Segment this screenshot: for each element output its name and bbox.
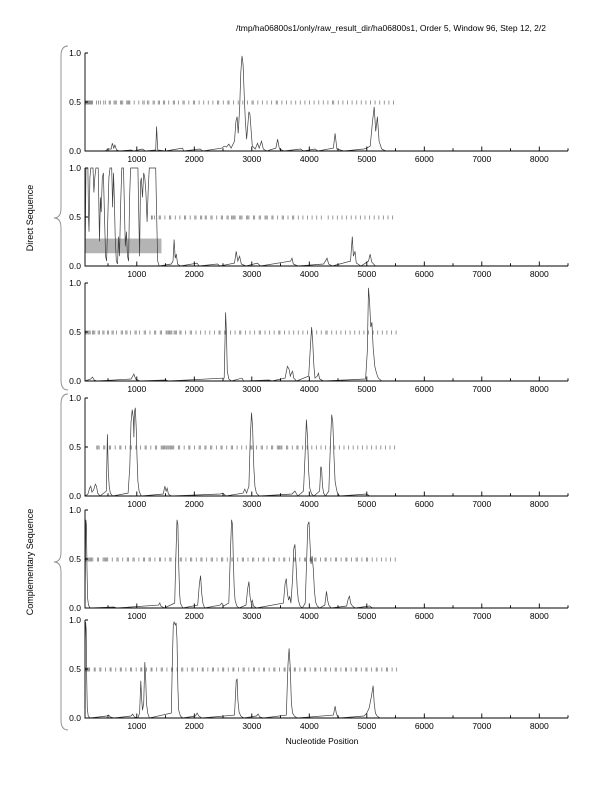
x-tick-label: 3000 [242,499,262,509]
y-tick-label: 0.5 [69,97,81,107]
x-tick-label: 2000 [184,611,204,621]
x-tick-label: 4000 [299,499,319,509]
y-tick-label: 1.0 [69,615,81,625]
y-tick-label: 1.0 [69,278,81,288]
panel-direct-1 [69,48,568,164]
x-tick-label: 3000 [242,611,262,621]
x-tick-label: 8000 [529,611,549,621]
x-tick-label: 6000 [414,154,434,164]
x-tick-label: 2000 [184,384,204,394]
x-tick-label: 2000 [184,721,204,731]
y-tick-label: 0.0 [69,376,81,386]
x-tick-label: 8000 [529,269,549,279]
stop-codon-ticks [86,558,395,562]
x-tick-label: 3000 [242,721,262,731]
direct-sequence-label: Direct Sequence [25,184,35,252]
y-tick-label: 0.5 [69,664,81,674]
x-tick-label: 5000 [357,721,377,731]
x-tick-label: 6000 [414,499,434,509]
stop-codon-ticks [85,101,393,105]
x-tick-label: 1000 [127,611,147,621]
panel-axes [85,283,568,381]
page-title: /tmp/ha06800s1/only/raw_result_dir/ha06800s1, Order 5, Window 96, Step 12, 2/2 [236,23,546,33]
x-tick-label: 1000 [127,721,147,731]
stop-codon-ticks [97,446,395,450]
complementary-sequence-brace [54,394,68,730]
x-tick-label: 8000 [529,154,549,164]
panels-container [69,48,568,731]
x-tick-label: 1000 [127,499,147,509]
complementary-sequence-label: Complementary Sequence [25,508,35,616]
x-tick-label: 7000 [472,721,492,731]
y-tick-label: 0.5 [69,327,81,337]
y-tick-label: 0.0 [69,713,81,723]
x-tick-label: 2000 [184,269,204,279]
panel-complementary-3 [69,615,568,731]
x-tick-label: 5000 [357,499,377,509]
x-tick-label: 2000 [184,154,204,164]
stop-codon-ticks [86,331,397,335]
panel-complementary-1 [69,393,568,509]
y-tick-label: 0.0 [69,146,81,156]
stop-codon-ticks [151,216,392,220]
x-tick-label: 7000 [472,499,492,509]
x-tick-label: 4000 [299,721,319,731]
x-tick-label: 6000 [414,269,434,279]
probability-curve [85,408,567,496]
panel-direct-2 [69,163,568,279]
x-tick-label: 1000 [127,384,147,394]
x-tick-label: 5000 [357,611,377,621]
x-tick-label: 7000 [472,384,492,394]
y-tick-label: 0.0 [69,603,81,613]
probability-curve [85,56,567,151]
y-tick-label: 1.0 [69,48,81,58]
y-tick-label: 1.0 [69,505,81,515]
y-tick-label: 0.0 [69,261,81,271]
x-tick-label: 4000 [299,269,319,279]
x-tick-label: 6000 [414,721,434,731]
y-tick-label: 0.5 [69,442,81,452]
x-tick-label: 4000 [299,384,319,394]
x-tick-label: 5000 [357,384,377,394]
x-tick-label: 3000 [242,154,262,164]
panel-complementary-2 [69,505,568,621]
probability-curve [85,168,567,266]
x-tick-label: 6000 [414,384,434,394]
x-tick-label: 2000 [184,499,204,509]
x-axis-title: Nucleotide Position [285,736,359,746]
x-tick-label: 5000 [357,154,377,164]
x-tick-label: 1000 [127,269,147,279]
panel-axes [85,620,568,718]
stop-codon-ticks [86,668,397,672]
y-tick-label: 0.5 [69,212,81,222]
y-tick-label: 0.0 [69,491,81,501]
x-tick-label: 8000 [529,721,549,731]
panel-direct-3 [69,278,568,394]
x-tick-label: 8000 [529,499,549,509]
x-tick-label: 7000 [472,269,492,279]
x-tick-label: 1000 [127,154,147,164]
predicted-region-box [85,239,161,254]
panel-axes [85,398,568,496]
panel-axes [85,53,568,151]
x-tick-label: 3000 [242,269,262,279]
x-tick-label: 4000 [299,611,319,621]
x-tick-label: 7000 [472,611,492,621]
y-tick-label: 0.5 [69,554,81,564]
direct-sequence-brace [54,46,68,390]
x-tick-label: 7000 [472,154,492,164]
x-tick-label: 8000 [529,384,549,394]
y-tick-label: 1.0 [69,163,81,173]
y-tick-label: 1.0 [69,393,81,403]
x-tick-label: 3000 [242,384,262,394]
x-tick-label: 6000 [414,611,434,621]
x-tick-label: 5000 [357,269,377,279]
x-tick-label: 4000 [299,154,319,164]
probability-curve [85,520,567,608]
